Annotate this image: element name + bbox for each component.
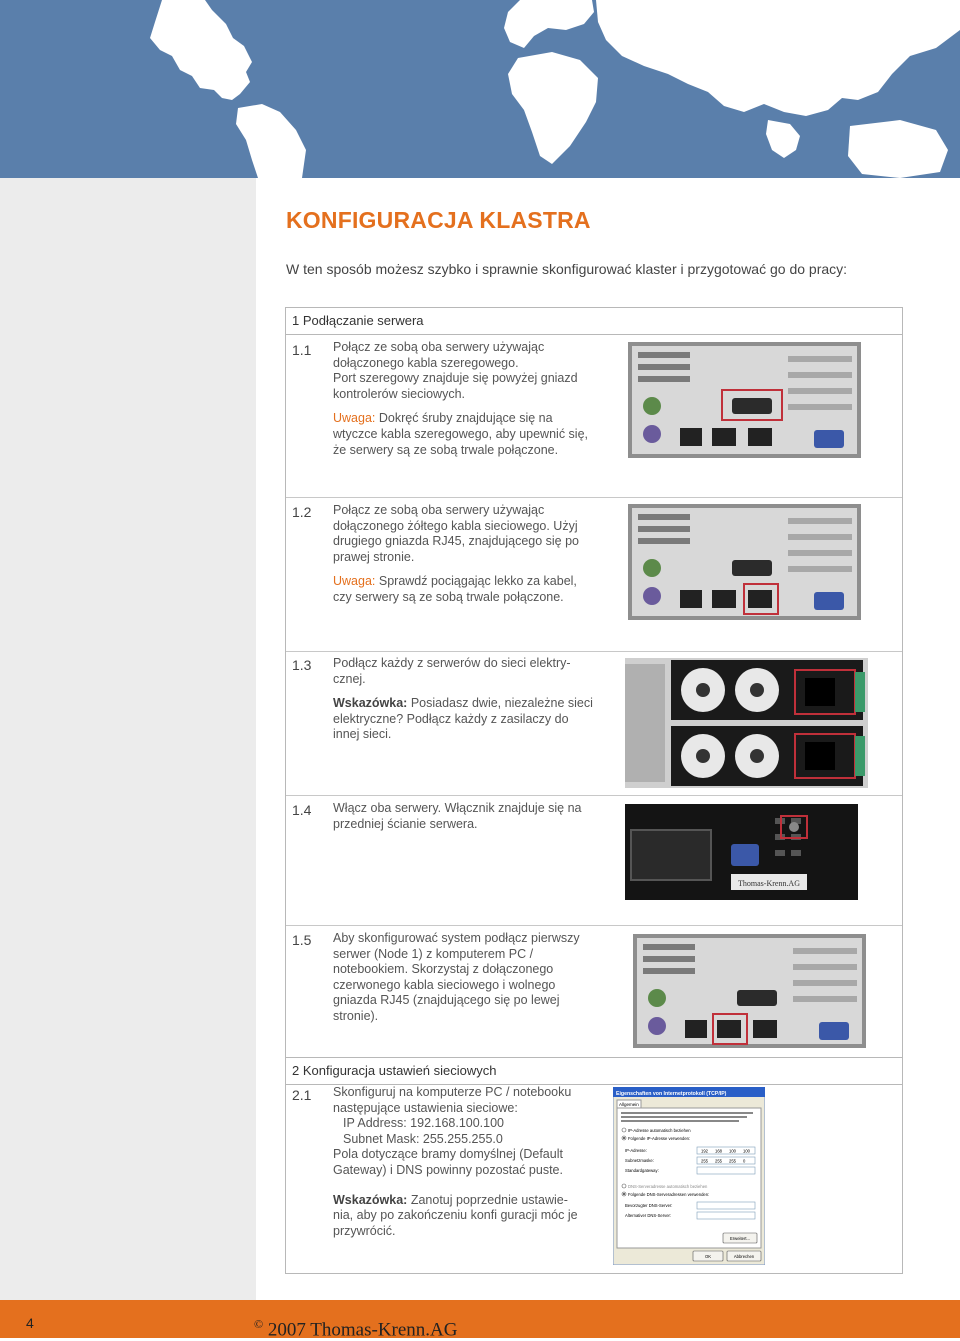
text-line: elektryczne? Podłącz każdy z zasilaczy do (333, 711, 569, 726)
instructions-box (285, 307, 903, 1274)
dialog-dns-auto: DNS-Serveradresse automatisch beziehen (628, 1184, 708, 1189)
step-number: 1.3 (292, 657, 312, 673)
copyright-text (254, 1317, 458, 1341)
server-rear-serial-port-image (628, 342, 861, 458)
text-line: notebookiem. Skorzystaj z dołączonego (333, 962, 554, 977)
dialog-tab: Allgemein (619, 1102, 639, 1107)
dialog-mask-octet-1: 255 (701, 1158, 708, 1164)
text-line: innej sieci. (333, 727, 392, 742)
text-line: Pola dotyczące bramy domyślnej (Default (333, 1147, 563, 1162)
step-text (333, 801, 611, 841)
subnet-mask-line: Subnet Mask: 255.255.255.0 (343, 1131, 503, 1146)
step-number: 2.1 (292, 1087, 312, 1103)
row-divider (286, 651, 902, 652)
text-line: Włącz oba serwery. Włącznik znajduje się na (333, 801, 582, 815)
step-text (333, 1085, 611, 1248)
intro-text: W ten sposób możesz szybko i sprawnie skonfigurować klaster i przygotować go do pracy: (286, 261, 848, 277)
dialog-gw-label: Standardgateway: (625, 1168, 659, 1173)
text-line: serwer (Node 1) z komputerem PC / (333, 946, 534, 961)
dialog-mask-octet-3: 255 (729, 1158, 736, 1164)
dialog-ip-octet-2: 168 (715, 1148, 722, 1154)
text-line: kontrolerów sieciowych. (333, 386, 465, 401)
page-title: KONFIGURACJA KLASTRA (286, 207, 591, 233)
row-divider (286, 497, 902, 498)
step-text (333, 340, 611, 467)
header-banner (0, 0, 960, 178)
text-line: przywrócić. (333, 1223, 396, 1238)
ip-address-line: IP Address: 192.168.100.100 (343, 1116, 505, 1131)
text-line: Połącz ze sobą oba serwery używając (333, 503, 545, 517)
world-map-graphic (0, 0, 960, 178)
dialog-ok-button: OK (704, 1254, 712, 1259)
text-line: dołączonego kabla szeregowego. (333, 355, 519, 370)
dialog-ip-label: IP-Adresse: (625, 1148, 647, 1153)
text-line: Posiadasz dwie, niezależne sieci (410, 696, 593, 711)
section-heading-1-label: 1 Podłączanie serwera (292, 313, 424, 328)
text-line: Aby skonfigurować system podłącz pierwszy (333, 931, 580, 945)
dialog-ip-octet-4: 100 (743, 1148, 750, 1154)
dialog-title: Eigenschaften von Internetprotokoll (TCP/IP) (616, 1091, 727, 1097)
section-heading-1 (286, 308, 902, 335)
text-line: Zanotuj poprzednie ustawie- (410, 1192, 568, 1207)
copyright-label: 2007 Thomas-Krenn.AG (267, 1319, 458, 1341)
hint-label: Wskazówka: (333, 696, 408, 711)
text-line: czy serwery są ze sobą trwale połączone. (333, 589, 564, 604)
text-line: przedniej ścianie serwera. (333, 816, 478, 831)
text-line: prawej stronie. (333, 549, 415, 564)
note-label: Uwaga: (333, 574, 376, 589)
page-number: 4 (26, 1315, 34, 1331)
dialog-dns-manual: Folgende DNS-Serveradressen verwenden: (628, 1192, 710, 1197)
text-line: wtyczce kabla szeregowego, aby upewnić się, (333, 426, 588, 441)
copyright-symbol: © (254, 1317, 264, 1331)
text-line: Połącz ze sobą oba serwery używając (333, 340, 545, 354)
server-rear-left-rj45-image (633, 934, 866, 1048)
section-heading-2-label: 2 Konfiguracja ustawień sieciowych (292, 1063, 497, 1078)
tcpip-dialog-screenshot (613, 1087, 765, 1265)
step-text (333, 503, 611, 615)
section-heading-2 (286, 1057, 902, 1085)
step-text (333, 931, 611, 1034)
text-line: cznej. (333, 671, 366, 686)
row-divider (286, 795, 902, 796)
server-front-image (625, 804, 858, 900)
dialog-mask-octet-4: 0 (743, 1158, 746, 1164)
step-number: 1.5 (292, 932, 312, 948)
text-line: dołączonego żółtego kabla sieciowego. Użyj (333, 518, 578, 533)
dialog-ip-octet-1: 192 (701, 1148, 708, 1154)
step-number: 1.2 (292, 504, 312, 520)
dialog-manual-ip: Folgende IP-Adresse verwenden: (628, 1136, 691, 1141)
text-line: Sprawdź pociągając lekko za kabel, (378, 574, 577, 589)
step-text (333, 656, 611, 752)
text-line: stronie). (333, 1008, 379, 1023)
text-line: drugiego gniazda RJ45, znajdującego się po (333, 534, 580, 549)
text-line: nia, aby po zakończeniu konfi guracji móc je (333, 1208, 578, 1223)
text-line: Skonfiguruj na komputerze PC / notebooku (333, 1085, 572, 1099)
dialog-dns1-label: Bevorzugter DNS-Server: (625, 1203, 673, 1208)
footer-bar (0, 1300, 960, 1341)
dialog-advanced-button: Erweitert... (729, 1236, 751, 1241)
dialog-dns2-label: Alternativer DNS-Server: (625, 1213, 672, 1218)
row-divider (286, 925, 902, 926)
dialog-mask-label: Subnetzmaske: (625, 1158, 654, 1163)
text-line: że serwery są ze sobą trwale połączone. (333, 442, 559, 457)
text-line: Podłącz każdy z serwerów do sieci elektry- (333, 656, 571, 670)
text-line: Dokręć śruby znajdujące się na (378, 411, 553, 426)
left-margin-panel (0, 178, 256, 1300)
note-label: Uwaga: (333, 411, 376, 426)
dialog-auto-ip: IP-Adresse automatisch beziehen (628, 1128, 691, 1133)
server-rear-right-rj45-image (628, 504, 861, 620)
power-supplies-image (625, 658, 868, 788)
front-label: Thomas-Krenn.AG (738, 879, 800, 888)
text-line: Port szeregowy znajduje się powyżej gniazd (333, 371, 578, 386)
text-line: Gateway) i DNS powinny pozostać puste. (333, 1162, 563, 1177)
hint-label: Wskazówka: (333, 1192, 408, 1207)
text-line: gniazda RJ45 (znajdującego się po lewej (333, 993, 560, 1008)
text-line: następujące ustawienia sieciowe: (333, 1100, 518, 1115)
step-number: 1.1 (292, 342, 312, 358)
dialog-ip-octet-3: 100 (729, 1148, 736, 1154)
text-line: czerwonego kabla sieciowego i wolnego (333, 977, 556, 992)
dialog-cancel-button: Abbrechen (733, 1254, 755, 1259)
step-number: 1.4 (292, 802, 312, 818)
dialog-mask-octet-2: 255 (715, 1158, 722, 1164)
